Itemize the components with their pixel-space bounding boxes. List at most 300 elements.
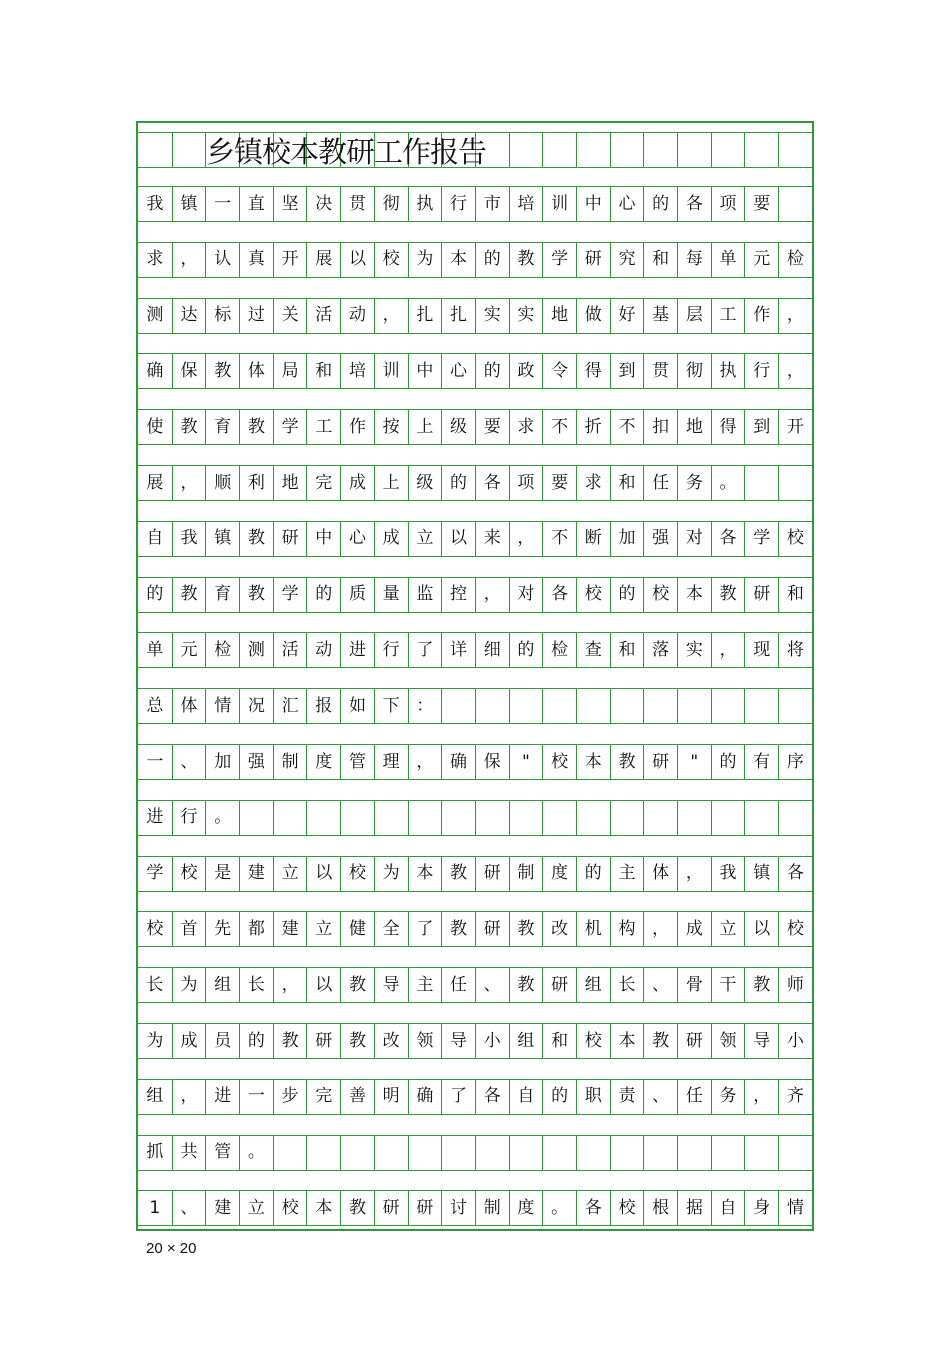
grid-cell: 不 bbox=[542, 409, 576, 445]
grid-row bbox=[138, 1079, 812, 1115]
grid-cell: 的 bbox=[441, 465, 475, 501]
grid-row bbox=[138, 911, 812, 947]
grid-cell: 为 bbox=[172, 967, 206, 1003]
grid-cell bbox=[778, 1135, 812, 1171]
grid-cell: 情 bbox=[778, 1190, 812, 1226]
grid-cell: 心 bbox=[610, 186, 644, 222]
grid-cell: 自 bbox=[711, 1190, 745, 1226]
grid-cell: 和 bbox=[610, 465, 644, 501]
grid-cell: 项 bbox=[711, 186, 745, 222]
grid-cell: 立 bbox=[408, 521, 442, 557]
grid-cell: 保 bbox=[475, 744, 509, 780]
grid-cell bbox=[542, 800, 576, 836]
grid-cell: 教 bbox=[610, 744, 644, 780]
grid-cell: ， bbox=[643, 911, 677, 947]
grid-cell bbox=[306, 800, 340, 836]
grid-cell: 地 bbox=[677, 409, 711, 445]
grid-cell: 以 bbox=[306, 856, 340, 892]
grid-cell: 坚 bbox=[273, 186, 307, 222]
grid-cell: 建 bbox=[273, 911, 307, 947]
grid-cell: 本 bbox=[441, 242, 475, 278]
grid-cell: 确 bbox=[138, 353, 172, 389]
grid-cell: 为 bbox=[374, 856, 408, 892]
grid-cell: 研 bbox=[744, 577, 778, 613]
grid-row bbox=[138, 1190, 812, 1226]
grid-cell bbox=[610, 132, 644, 168]
grid-cell: 标 bbox=[205, 298, 239, 334]
grid-cell: 立 bbox=[306, 911, 340, 947]
grid-cell: 局 bbox=[273, 353, 307, 389]
grid-cell: 实 bbox=[677, 632, 711, 668]
grid-row bbox=[138, 577, 812, 613]
grid-cell: 、 bbox=[475, 967, 509, 1003]
grid-cell: 齐 bbox=[778, 1079, 812, 1115]
grid-cell: 的 bbox=[711, 744, 745, 780]
grid-cell bbox=[778, 132, 812, 168]
grid-cell: 、 bbox=[643, 967, 677, 1003]
grid-cell: 步 bbox=[273, 1079, 307, 1115]
grid-cell bbox=[778, 186, 812, 222]
grid-cell: 务 bbox=[677, 465, 711, 501]
grid-cell: 行 bbox=[441, 186, 475, 222]
grid-cell bbox=[711, 132, 745, 168]
grid-cell bbox=[677, 1135, 711, 1171]
grid-row bbox=[138, 409, 812, 445]
grid-cell bbox=[744, 465, 778, 501]
grid-cell bbox=[172, 132, 206, 168]
grid-cell: 导 bbox=[744, 1023, 778, 1059]
grid-row bbox=[138, 800, 812, 836]
grid-cell: 以 bbox=[306, 967, 340, 1003]
grid-cell: 作 bbox=[744, 298, 778, 334]
grid-cell: ， bbox=[172, 1079, 206, 1115]
grid-cell bbox=[542, 688, 576, 724]
grid-cell: 制 bbox=[273, 744, 307, 780]
grid-cell bbox=[441, 1135, 475, 1171]
grid-cell: 各 bbox=[677, 186, 711, 222]
grid-cell: 的 bbox=[475, 353, 509, 389]
grid-cell bbox=[475, 688, 509, 724]
grid-cell: 长 bbox=[610, 967, 644, 1003]
grid-cell: 研 bbox=[576, 242, 610, 278]
grid-cell: 实 bbox=[509, 298, 543, 334]
grid-cell: 全 bbox=[374, 911, 408, 947]
grid-cell: 本 bbox=[610, 1023, 644, 1059]
grid-cell: 有 bbox=[744, 744, 778, 780]
grid-cell: 管 bbox=[205, 1135, 239, 1171]
grid-cell bbox=[542, 132, 576, 168]
grid-cell: 落 bbox=[643, 632, 677, 668]
grid-cell: 组 bbox=[138, 1079, 172, 1115]
grid-cell: 。 bbox=[239, 1135, 273, 1171]
grid-cell: 建 bbox=[205, 1190, 239, 1226]
grid-cell bbox=[239, 800, 273, 836]
grid-cell: 工 bbox=[711, 298, 745, 334]
grid-cell: 确 bbox=[408, 1079, 442, 1115]
grid-cell: 认 bbox=[205, 242, 239, 278]
grid-cell bbox=[610, 800, 644, 836]
grid-cell: 政 bbox=[509, 353, 543, 389]
grid-cell: 和 bbox=[306, 353, 340, 389]
grid-cell: 求 bbox=[576, 465, 610, 501]
grid-cell: 控 bbox=[441, 577, 475, 613]
grid-cell: 研 bbox=[306, 1023, 340, 1059]
grid-cell: 教 bbox=[441, 911, 475, 947]
grid-cell: 中 bbox=[576, 186, 610, 222]
grid-cell: 地 bbox=[542, 298, 576, 334]
grid-cell: 根 bbox=[643, 1190, 677, 1226]
grid-cell: 单 bbox=[138, 632, 172, 668]
grid-cell: ， bbox=[408, 744, 442, 780]
grid-cell: 报 bbox=[306, 688, 340, 724]
grid-cell: 讨 bbox=[441, 1190, 475, 1226]
grid-cell bbox=[778, 465, 812, 501]
grid-cell: 镇 bbox=[744, 856, 778, 892]
grid-cell: 本 bbox=[576, 744, 610, 780]
grid-cell: 执 bbox=[408, 186, 442, 222]
grid-cell: 基 bbox=[643, 298, 677, 334]
grid-row bbox=[138, 186, 812, 222]
grid-cell: 况 bbox=[239, 688, 273, 724]
grid-cell: 元 bbox=[172, 632, 206, 668]
grid-cell: ， bbox=[374, 298, 408, 334]
grid-cell: 对 bbox=[509, 577, 543, 613]
grid-cell bbox=[677, 132, 711, 168]
grid-cell: 的 bbox=[643, 186, 677, 222]
grid-cell: 细 bbox=[475, 632, 509, 668]
grid-cell: 身 bbox=[744, 1190, 778, 1226]
grid-cell: 一 bbox=[138, 744, 172, 780]
grid-cell: ， bbox=[475, 577, 509, 613]
grid-cell: 研 bbox=[475, 856, 509, 892]
grid-cell: 成 bbox=[374, 521, 408, 557]
grid-cell: 行 bbox=[172, 800, 206, 836]
grid-cell: 校 bbox=[172, 856, 206, 892]
grid-cell: 教 bbox=[340, 1190, 374, 1226]
grid-cell: 按 bbox=[374, 409, 408, 445]
grid-cell: ， bbox=[172, 242, 206, 278]
grid-cell: 彻 bbox=[374, 186, 408, 222]
grid-cell: 立 bbox=[711, 911, 745, 947]
grid-cell: 和 bbox=[542, 1023, 576, 1059]
grid-cell: 导 bbox=[441, 1023, 475, 1059]
grid-cell: ， bbox=[711, 632, 745, 668]
grid-cell: 学 bbox=[273, 409, 307, 445]
grid-cell: 为 bbox=[408, 242, 442, 278]
grid-row bbox=[138, 688, 812, 724]
grid-cell: 校 bbox=[778, 521, 812, 557]
grid-cell bbox=[744, 132, 778, 168]
grid-cell: 达 bbox=[172, 298, 206, 334]
grid-cell: 管 bbox=[340, 744, 374, 780]
grid-cell: 教 bbox=[340, 967, 374, 1003]
grid-cell: 主 bbox=[610, 856, 644, 892]
grid-cell: 抓 bbox=[138, 1135, 172, 1171]
grid-cell: 到 bbox=[610, 353, 644, 389]
grid-cell: 教 bbox=[711, 577, 745, 613]
grid-cell: 任 bbox=[441, 967, 475, 1003]
grid-cell bbox=[711, 800, 745, 836]
grid-cell bbox=[340, 1135, 374, 1171]
grid-cell: 求 bbox=[138, 242, 172, 278]
grid-cell: 使 bbox=[138, 409, 172, 445]
grid-cell: 的 bbox=[475, 242, 509, 278]
grid-cell: 扎 bbox=[408, 298, 442, 334]
grid-cell bbox=[542, 1135, 576, 1171]
grid-cell bbox=[778, 688, 812, 724]
grid-cell: 。 bbox=[542, 1190, 576, 1226]
grid-cell: 元 bbox=[744, 242, 778, 278]
grid-cell: 学 bbox=[744, 521, 778, 557]
grid-cell: 项 bbox=[509, 465, 543, 501]
grid-cell: ， bbox=[744, 1079, 778, 1115]
grid-cell: 成 bbox=[172, 1023, 206, 1059]
grid-cell bbox=[441, 800, 475, 836]
grid-cell bbox=[744, 1135, 778, 1171]
grid-cell bbox=[475, 1135, 509, 1171]
grid-cell: 上 bbox=[374, 465, 408, 501]
grid-cell: 各 bbox=[475, 1079, 509, 1115]
grid-cell: 干 bbox=[711, 967, 745, 1003]
grid-size-label: 20 × 20 bbox=[146, 1240, 197, 1257]
grid-cell: 体 bbox=[643, 856, 677, 892]
grid-cell: 贯 bbox=[643, 353, 677, 389]
grid-cell: 加 bbox=[205, 744, 239, 780]
grid-cell: 研 bbox=[677, 1023, 711, 1059]
grid-cell bbox=[677, 688, 711, 724]
grid-cell: 和 bbox=[778, 577, 812, 613]
grid-cell: " bbox=[677, 744, 711, 780]
grid-cell: 扣 bbox=[643, 409, 677, 445]
grid-row bbox=[138, 1135, 812, 1171]
grid-cell: 构 bbox=[610, 911, 644, 947]
grid-cell: ： bbox=[408, 688, 442, 724]
grid-cell: 领 bbox=[711, 1023, 745, 1059]
grid-cell: 测 bbox=[239, 632, 273, 668]
grid-cell: 立 bbox=[239, 1190, 273, 1226]
grid-cell: 展 bbox=[138, 465, 172, 501]
grid-cell: 心 bbox=[340, 521, 374, 557]
grid-cell bbox=[509, 800, 543, 836]
grid-cell: 强 bbox=[643, 521, 677, 557]
grid-cell: 中 bbox=[306, 521, 340, 557]
grid-cell: 我 bbox=[138, 186, 172, 222]
grid-cell bbox=[643, 688, 677, 724]
grid-cell: 动 bbox=[340, 298, 374, 334]
grid-cell bbox=[677, 800, 711, 836]
manuscript-grid bbox=[136, 121, 814, 1231]
grid-cell: 情 bbox=[205, 688, 239, 724]
grid-cell: 体 bbox=[239, 353, 273, 389]
grid-cell: 建 bbox=[239, 856, 273, 892]
grid-cell: 责 bbox=[610, 1079, 644, 1115]
grid-cell: 上 bbox=[408, 409, 442, 445]
grid-cell: 制 bbox=[509, 856, 543, 892]
grid-row bbox=[138, 1023, 812, 1059]
grid-row bbox=[138, 242, 812, 278]
grid-cell: 来 bbox=[475, 521, 509, 557]
grid-cell: 成 bbox=[340, 465, 374, 501]
grid-cell: 市 bbox=[475, 186, 509, 222]
grid-cell: 校 bbox=[374, 242, 408, 278]
grid-cell: 研 bbox=[475, 911, 509, 947]
grid-cell: 。 bbox=[711, 465, 745, 501]
grid-cell: 现 bbox=[744, 632, 778, 668]
grid-cell: 要 bbox=[475, 409, 509, 445]
grid-cell: 活 bbox=[273, 632, 307, 668]
grid-cell: 教 bbox=[340, 1023, 374, 1059]
grid-cell: 学 bbox=[273, 577, 307, 613]
grid-cell bbox=[744, 800, 778, 836]
grid-cell: 得 bbox=[576, 353, 610, 389]
grid-cell: 到 bbox=[744, 409, 778, 445]
grid-cell: 心 bbox=[441, 353, 475, 389]
grid-cell: 首 bbox=[172, 911, 206, 947]
grid-cell: 令 bbox=[542, 353, 576, 389]
grid-cell: 校 bbox=[643, 577, 677, 613]
grid-cell: 工 bbox=[306, 409, 340, 445]
grid-cell bbox=[711, 1135, 745, 1171]
grid-cell: 教 bbox=[744, 967, 778, 1003]
grid-cell bbox=[374, 1135, 408, 1171]
grid-cell: 自 bbox=[138, 521, 172, 557]
grid-cell bbox=[509, 688, 543, 724]
grid-cell: 真 bbox=[239, 242, 273, 278]
grid-cell: 校 bbox=[138, 911, 172, 947]
grid-cell: 改 bbox=[374, 1023, 408, 1059]
grid-cell: 级 bbox=[408, 465, 442, 501]
grid-cell: 教 bbox=[509, 242, 543, 278]
grid-row bbox=[138, 967, 812, 1003]
grid-cell: 序 bbox=[778, 744, 812, 780]
grid-cell: 层 bbox=[677, 298, 711, 334]
grid-cell: 完 bbox=[306, 1079, 340, 1115]
grid-cell: 了 bbox=[408, 911, 442, 947]
grid-cell: 职 bbox=[576, 1079, 610, 1115]
grid-cell: 和 bbox=[610, 632, 644, 668]
grid-cell: 以 bbox=[441, 521, 475, 557]
grid-cell: 组 bbox=[509, 1023, 543, 1059]
grid-cell: 长 bbox=[239, 967, 273, 1003]
grid-cell: 度 bbox=[542, 856, 576, 892]
grid-cell: 单 bbox=[711, 242, 745, 278]
grid-cell: 教 bbox=[172, 409, 206, 445]
grid-cell: 主 bbox=[408, 967, 442, 1003]
grid-cell: 每 bbox=[677, 242, 711, 278]
grid-cell: 地 bbox=[273, 465, 307, 501]
grid-cell: 彻 bbox=[677, 353, 711, 389]
grid-cell: 究 bbox=[610, 242, 644, 278]
grid-cell: 、 bbox=[172, 1190, 206, 1226]
grid-cell: 机 bbox=[576, 911, 610, 947]
grid-cell: 健 bbox=[340, 911, 374, 947]
grid-cell: ， bbox=[273, 967, 307, 1003]
grid-cell: 训 bbox=[374, 353, 408, 389]
grid-cell: 领 bbox=[408, 1023, 442, 1059]
grid-cell: 研 bbox=[273, 521, 307, 557]
grid-cell bbox=[441, 688, 475, 724]
grid-cell bbox=[408, 800, 442, 836]
grid-cell: 直 bbox=[239, 186, 273, 222]
grid-cell: 了 bbox=[408, 632, 442, 668]
grid-cell: 育 bbox=[205, 577, 239, 613]
grid-cell: 教 bbox=[273, 1023, 307, 1059]
grid-cell: 培 bbox=[340, 353, 374, 389]
grid-cell: 小 bbox=[778, 1023, 812, 1059]
grid-cell: 执 bbox=[711, 353, 745, 389]
grid-cell: 要 bbox=[744, 186, 778, 222]
grid-cell: 教 bbox=[509, 911, 543, 947]
grid-cell bbox=[374, 800, 408, 836]
grid-cell: ， bbox=[778, 353, 812, 389]
grid-cell: 研 bbox=[374, 1190, 408, 1226]
grid-cell: 展 bbox=[306, 242, 340, 278]
grid-cell bbox=[138, 132, 172, 168]
grid-cell: ， bbox=[677, 856, 711, 892]
grid-cell: 监 bbox=[408, 577, 442, 613]
grid-cell: 校 bbox=[576, 577, 610, 613]
grid-cell: 行 bbox=[374, 632, 408, 668]
grid-cell: 善 bbox=[340, 1079, 374, 1115]
grid-cell: 明 bbox=[374, 1079, 408, 1115]
grid-cell bbox=[711, 688, 745, 724]
grid-cell bbox=[576, 132, 610, 168]
grid-cell: 立 bbox=[273, 856, 307, 892]
grid-cell bbox=[509, 1135, 543, 1171]
grid-cell bbox=[610, 688, 644, 724]
grid-cell: 导 bbox=[374, 967, 408, 1003]
grid-cell: 利 bbox=[239, 465, 273, 501]
grid-cell: 求 bbox=[509, 409, 543, 445]
grid-cell: 校 bbox=[576, 1023, 610, 1059]
grid-cell: 长 bbox=[138, 967, 172, 1003]
grid-cell bbox=[778, 800, 812, 836]
grid-cell: 本 bbox=[677, 577, 711, 613]
grid-cell: 断 bbox=[576, 521, 610, 557]
grid-cell bbox=[306, 1135, 340, 1171]
grid-cell bbox=[340, 800, 374, 836]
grid-cell: 确 bbox=[441, 744, 475, 780]
grid-cell bbox=[509, 132, 543, 168]
grid-cell bbox=[610, 1135, 644, 1171]
grid-cell: 任 bbox=[643, 465, 677, 501]
grid-cell: 学 bbox=[138, 856, 172, 892]
grid-row bbox=[138, 353, 812, 389]
grid-cell: 将 bbox=[778, 632, 812, 668]
grid-cell: 折 bbox=[576, 409, 610, 445]
grid-cell: ， bbox=[172, 465, 206, 501]
grid-cell: 行 bbox=[744, 353, 778, 389]
grid-cell: 检 bbox=[542, 632, 576, 668]
grid-cell bbox=[576, 1135, 610, 1171]
grid-row bbox=[138, 632, 812, 668]
grid-cell: 小 bbox=[475, 1023, 509, 1059]
grid-cell: 研 bbox=[643, 744, 677, 780]
grid-cell: 的 bbox=[138, 577, 172, 613]
grid-cell: 任 bbox=[677, 1079, 711, 1115]
grid-cell: " bbox=[509, 744, 543, 780]
grid-cell: 体 bbox=[172, 688, 206, 724]
grid-cell: 校 bbox=[273, 1190, 307, 1226]
grid-cell: 成 bbox=[677, 911, 711, 947]
grid-cell: 级 bbox=[441, 409, 475, 445]
grid-cell: 扎 bbox=[441, 298, 475, 334]
grid-cell: 总 bbox=[138, 688, 172, 724]
grid-cell bbox=[576, 688, 610, 724]
document-title: 乡镇校本教研工作报告 bbox=[206, 135, 487, 169]
grid-cell: 教 bbox=[239, 577, 273, 613]
grid-cell: 进 bbox=[138, 800, 172, 836]
